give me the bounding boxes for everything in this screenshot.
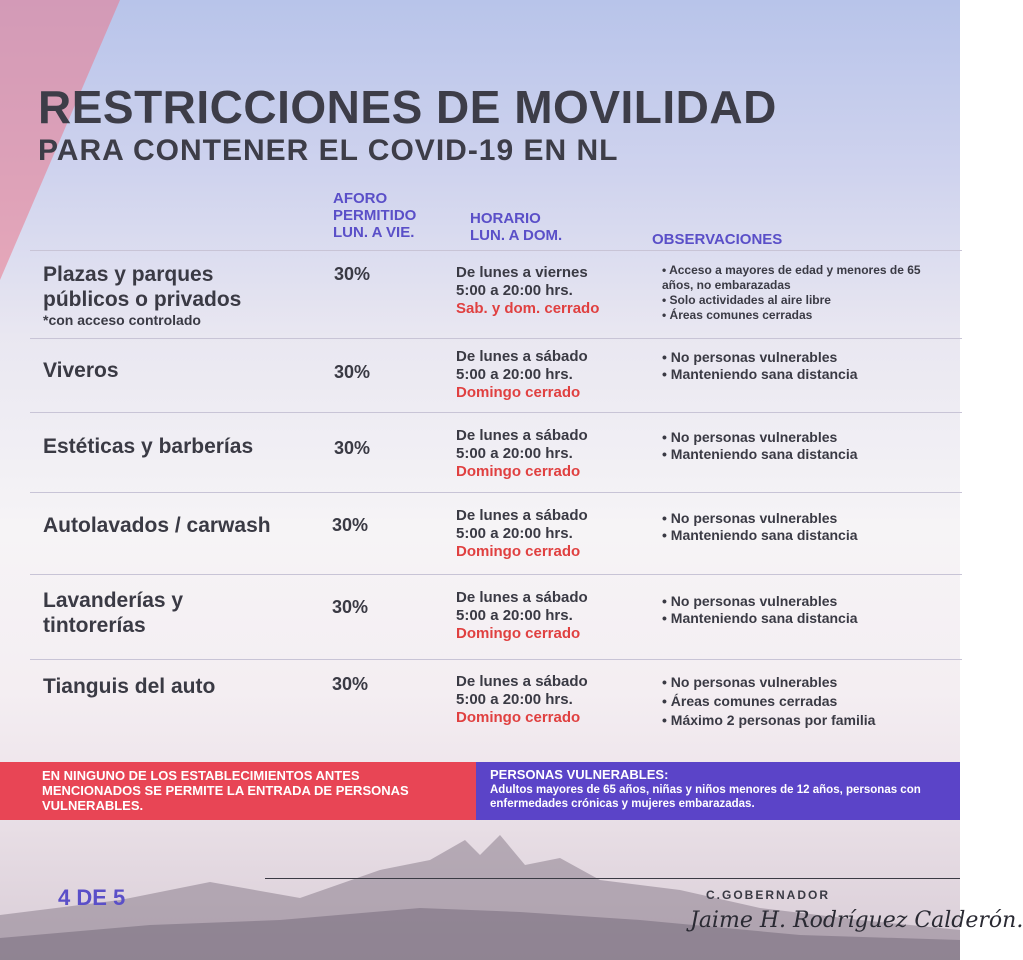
schedule-days: De lunes a viernes bbox=[456, 264, 588, 281]
observation-item: • No personas vulnerables bbox=[662, 593, 858, 610]
header-aforo: AFORO PERMITIDO LUN. A VIE. bbox=[333, 190, 417, 241]
observation-item: • Áreas comunes cerradas bbox=[662, 692, 875, 711]
aforo-value: 30% bbox=[332, 597, 369, 617]
observation-item: • Acceso a mayores de edad y menores de 65 años, no embarazadas bbox=[662, 263, 932, 293]
observation-item: • Manteniendo sana distancia bbox=[662, 446, 858, 463]
schedule-closed: Sab. y dom. cerrado bbox=[456, 300, 600, 317]
row-divider bbox=[30, 250, 962, 251]
aforo-value: 30% bbox=[334, 362, 371, 382]
table-row-place bbox=[43, 262, 283, 328]
page-indicator: 4 DE 5 bbox=[58, 885, 126, 910]
page-title: RESTRICCIONES DE MOVILIDAD bbox=[38, 81, 777, 133]
schedule bbox=[456, 348, 588, 402]
vulnerable-banner bbox=[476, 762, 960, 820]
header-observaciones: OBSERVACIONES bbox=[652, 231, 783, 248]
place-name: Plazas y parques públicos o privados bbox=[43, 263, 242, 311]
observations-list bbox=[662, 263, 932, 323]
observation-item: • No personas vulnerables bbox=[662, 673, 875, 692]
observations-list bbox=[662, 429, 858, 463]
schedule-hours: 5:00 a 20:00 hrs. bbox=[456, 445, 573, 462]
observations-list bbox=[662, 673, 875, 730]
observations-list bbox=[662, 593, 858, 627]
schedule-days: De lunes a sábado bbox=[456, 589, 588, 606]
schedule-hours: 5:00 a 20:00 hrs. bbox=[456, 607, 573, 624]
aforo-value: 30% bbox=[334, 264, 371, 284]
schedule bbox=[456, 507, 588, 561]
observation-item: • Solo actividades al aire libre bbox=[662, 293, 932, 308]
row-divider bbox=[30, 412, 962, 413]
row-divider bbox=[30, 492, 962, 493]
place-name: Viveros bbox=[43, 359, 119, 382]
footer-divider bbox=[265, 878, 960, 879]
schedule bbox=[456, 264, 599, 318]
schedule-closed: Domingo cerrado bbox=[456, 543, 581, 560]
observation-item: • Áreas comunes cerradas bbox=[662, 308, 932, 323]
observation-item: • No personas vulnerables bbox=[662, 510, 858, 527]
schedule bbox=[456, 673, 588, 727]
vulnerable-title: PERSONAS VULNERABLES: bbox=[490, 767, 669, 782]
row-divider bbox=[30, 338, 962, 339]
governor-label: C.GOBERNADOR bbox=[706, 888, 831, 902]
schedule-hours: 5:00 a 20:00 hrs. bbox=[456, 691, 573, 708]
warning-banner bbox=[0, 762, 476, 820]
observation-item: • Manteniendo sana distancia bbox=[662, 610, 858, 627]
schedule bbox=[456, 589, 588, 643]
aforo-value: 30% bbox=[332, 674, 369, 694]
schedule-days: De lunes a sábado bbox=[456, 507, 588, 524]
schedule-days: De lunes a sábado bbox=[456, 348, 588, 365]
schedule-hours: 5:00 a 20:00 hrs. bbox=[456, 525, 573, 542]
vulnerable-description: Adultos mayores de 65 años, niñas y niños menores de 12 años, personas con enfermedades crónicas y mujeres embarazadas. bbox=[490, 784, 921, 810]
observations-list bbox=[662, 510, 858, 544]
observation-item: • Manteniendo sana distancia bbox=[662, 366, 858, 383]
observation-item: • No personas vulnerables bbox=[662, 349, 858, 366]
schedule-hours: 5:00 a 20:00 hrs. bbox=[456, 282, 573, 299]
observation-item: • No personas vulnerables bbox=[662, 429, 858, 446]
page-subtitle: PARA CONTENER EL COVID-19 EN NL bbox=[38, 134, 619, 167]
place-name: Lavanderías y tintorerías bbox=[43, 589, 184, 637]
governor-signature: Jaime H. Rodríguez Calderón. bbox=[690, 908, 1023, 933]
schedule-closed: Domingo cerrado bbox=[456, 625, 581, 642]
observation-item: • Máximo 2 personas por familia bbox=[662, 711, 875, 730]
place-name: Autolavados / carwash bbox=[43, 514, 271, 537]
aforo-value: 30% bbox=[334, 438, 371, 458]
schedule-closed: Domingo cerrado bbox=[456, 709, 581, 726]
header-horario: HORARIO LUN. A DOM. bbox=[470, 210, 563, 244]
schedule-closed: Domingo cerrado bbox=[456, 463, 581, 480]
schedule-hours: 5:00 a 20:00 hrs. bbox=[456, 366, 573, 383]
schedule bbox=[456, 427, 588, 481]
warning-text: EN NINGUNO DE LOS ESTABLECIMIENTOS ANTES MENCIONADOS SE PERMITE LA ENTRADA DE PERSONAS VULNERABLES. bbox=[42, 768, 409, 813]
observation-item: • Manteniendo sana distancia bbox=[662, 527, 858, 544]
schedule-days: De lunes a sábado bbox=[456, 673, 588, 690]
row-divider bbox=[30, 659, 962, 660]
row-divider bbox=[30, 574, 962, 575]
place-note: *con acceso controlado bbox=[43, 312, 201, 328]
schedule-days: De lunes a sábado bbox=[456, 427, 588, 444]
place-name: Tianguis del auto bbox=[43, 675, 216, 698]
aforo-value: 30% bbox=[332, 515, 369, 535]
schedule-closed: Domingo cerrado bbox=[456, 384, 581, 401]
place-name: Estéticas y barberías bbox=[43, 435, 254, 458]
observations-list bbox=[662, 349, 858, 383]
